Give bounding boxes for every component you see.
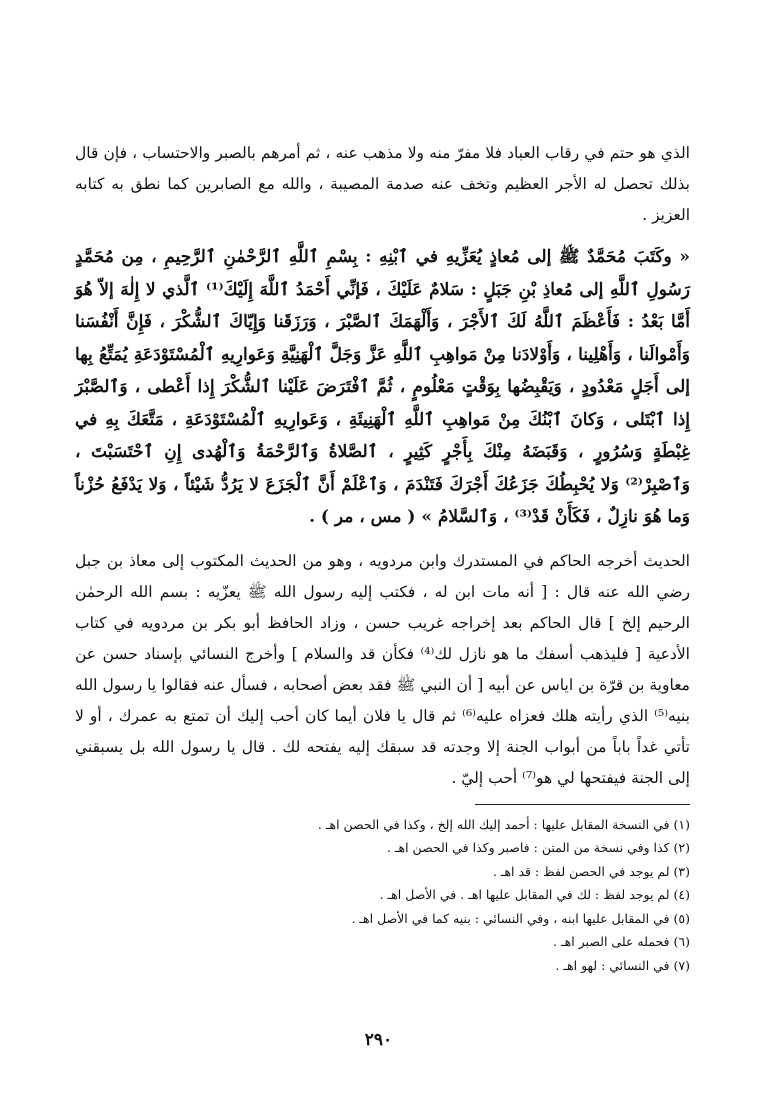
page-body [75,138,690,977]
footnote-item: (١) في النسخة المقابل عليها : أحمد إليك الله إلخ ، وكذا في الحصن اهـ . [317,816,690,832]
footnote-item: (٣) لم يوجد في الحصن لفظ : قد اهـ . [492,863,690,879]
footnote-item: (٢) كذا وفي نسخة من المتن : فاصبر وكذا في الحصن اهـ . [386,840,690,855]
footnote-item: (٧) في النسائي : لهو اهـ . [555,957,690,973]
footnote-item: (٦) فحمله على الصبر اهـ . [553,934,690,949]
footnote-divider [475,804,690,805]
hadith-paragraph: الحديث أخرجه الحاكم في المستدرك وابن مردويه ، وهو من الحديث المكتوب إلى معاذ بن جبل رضي الله عنه قال : [ أنه مات ابن له ، فكتب إليه رسول الله ﷺ يعزّيه : بسم الله الرحمٰن الرحيم إلخ ] قال الحاكم بعد إخراجه غريب حسن ، وزاد الحافظ أبو بكر بن مردويه في كتاب الأدعية [ فليذهب أسفك ما هو نازل لك⁽⁴⁾ فكأن قد والسلام ] وأخرج النسائي بإسناد حسن عن معاوية بن قرّة بن اياس عن أبيه [ أن النبي ﷺ فقد بعض أصحابه ، فسأل عنه فقالوا يا رسول الله بنيه⁽⁵⁾ الذي رأيته هلك فعزاه عليه⁽⁶⁾ ثم قال يا فلان أيما كان أحب إليك أن تمتع به عمرك ، أو لا تأتي غداً باباً من أبواب الجنة إلا وجدته قد سبقك إليه يفتحه لك . قال يا رسول الله بل يسبقني إلى الجنة فيفتحها لي هو⁽⁷⁾ أحب إليّ . [75,551,690,787]
intro-paragraph: الذي هو حتم في رقاب العباد فلا مفرّ منه ولا مذهب عنه ، ثم أمرهم بالصبر والاحتساب ، فإن قال بذلك تحصل له الأجر العظيم وتخف عنه صدمة المصيبة ، والله مع الصابرين كما نطق به كتابه العزيز . [75,144,690,224]
page-number: ٢٩٠ [364,1030,393,1050]
footnote-item: (٤) لم يوجد لفظ : لك في المقابل عليها اهـ . في الأصل اهـ . [379,887,690,902]
footnote-item: (٥) في المقابل عليها ابنه ، وفي النسائي : بنيه كما في الأصل اهـ . [351,910,690,926]
letter-paragraph: « وكَتَبَ مُحَمَّدٌ ﷺ إلى مُعاذٍ يُعَزِّيهِ في ٱبْنِهِ : بِسْمِ ٱللَّهِ ٱلرَّحْمٰنِ ٱلرَّحِيمِ ، مِن مُحَمَّدٍ رَسُولِ ٱللَّهِ إلى مُعاذِ بْنِ جَبَلٍ : سَلامٌ عَلَيْكَ ، فَإنِّي أَحْمَدُ ٱللَّهَ إِلَيْكَ⁽¹⁾ ٱلَّذي لا إِلٰهَ إلاّ هُوَ أَمَّا بَعْدُ : فَأَعْظَمَ ٱللَّهُ لَكَ ٱلأَجْرَ ، وَأَلْهَمَكَ ٱلصَّبْرَ ، وَرَزَقَنا وَإِيّاكَ ٱلشُّكْرَ ، فَإِنَّ أَنْفُسَنا وَأَمْوالَنا ، وَأَهْلِينا ، وَأَوْلادَنا مِنْ مَواهِبِ ٱللَّهِ عَزَّ وَجَلَّ ٱلْهَنِيَّةِ وَعَوارِيهِ ٱلْمُسْتَوْدَعَةِ يُمَتِّعُ بِها إلى أَجَلٍ مَعْدُودٍ ، وَيَقْبِضُها بِوَقْتٍ مَعْلُومٍ ، ثُمَّ ٱفْتَرَضَ عَلَيْنا ٱلشُّكْرَ إِذا أَعْطى ، وَٱلصَّبْرَ إِذا ٱبْتَلى ، وَكانَ ٱبْنُكَ مِنْ مَواهِبِ ٱللَّهِ ٱلْهَنِيئَةِ ، وَعَوارِيهِ ٱلْمُسْتَوْدَعَةِ ، مَتَّعَكَ بِهِ في غِبْطَةٍ وَسُرُورٍ ، وَقَبَضَهُ مِنْكَ بِأَجْرٍ كَثِيرٍ ، ٱلصَّلاةُ وَٱلرَّحْمَةُ وَٱلْهُدى إِنِ ٱحْتَسَبْتَ ، وَٱصْبِرْ⁽²⁾ وَلا يُحْبِطُكَ جَزَعُكَ أَجْرَكَ فَتَنْدَمَ ، وَٱعْلَمْ أَنَّ ٱلْجَزَعَ لا يَرُدُّ شَيْئاً ، وَلا يَدْفَعُ حُزْناً وَما هُوَ نازِلٌ ، فَكَأَنْ قَدْ⁽³⁾ ، وَٱلسَّلامُ » ( مس ، مر ) . [75,247,690,527]
footnotes-list [75,813,690,978]
